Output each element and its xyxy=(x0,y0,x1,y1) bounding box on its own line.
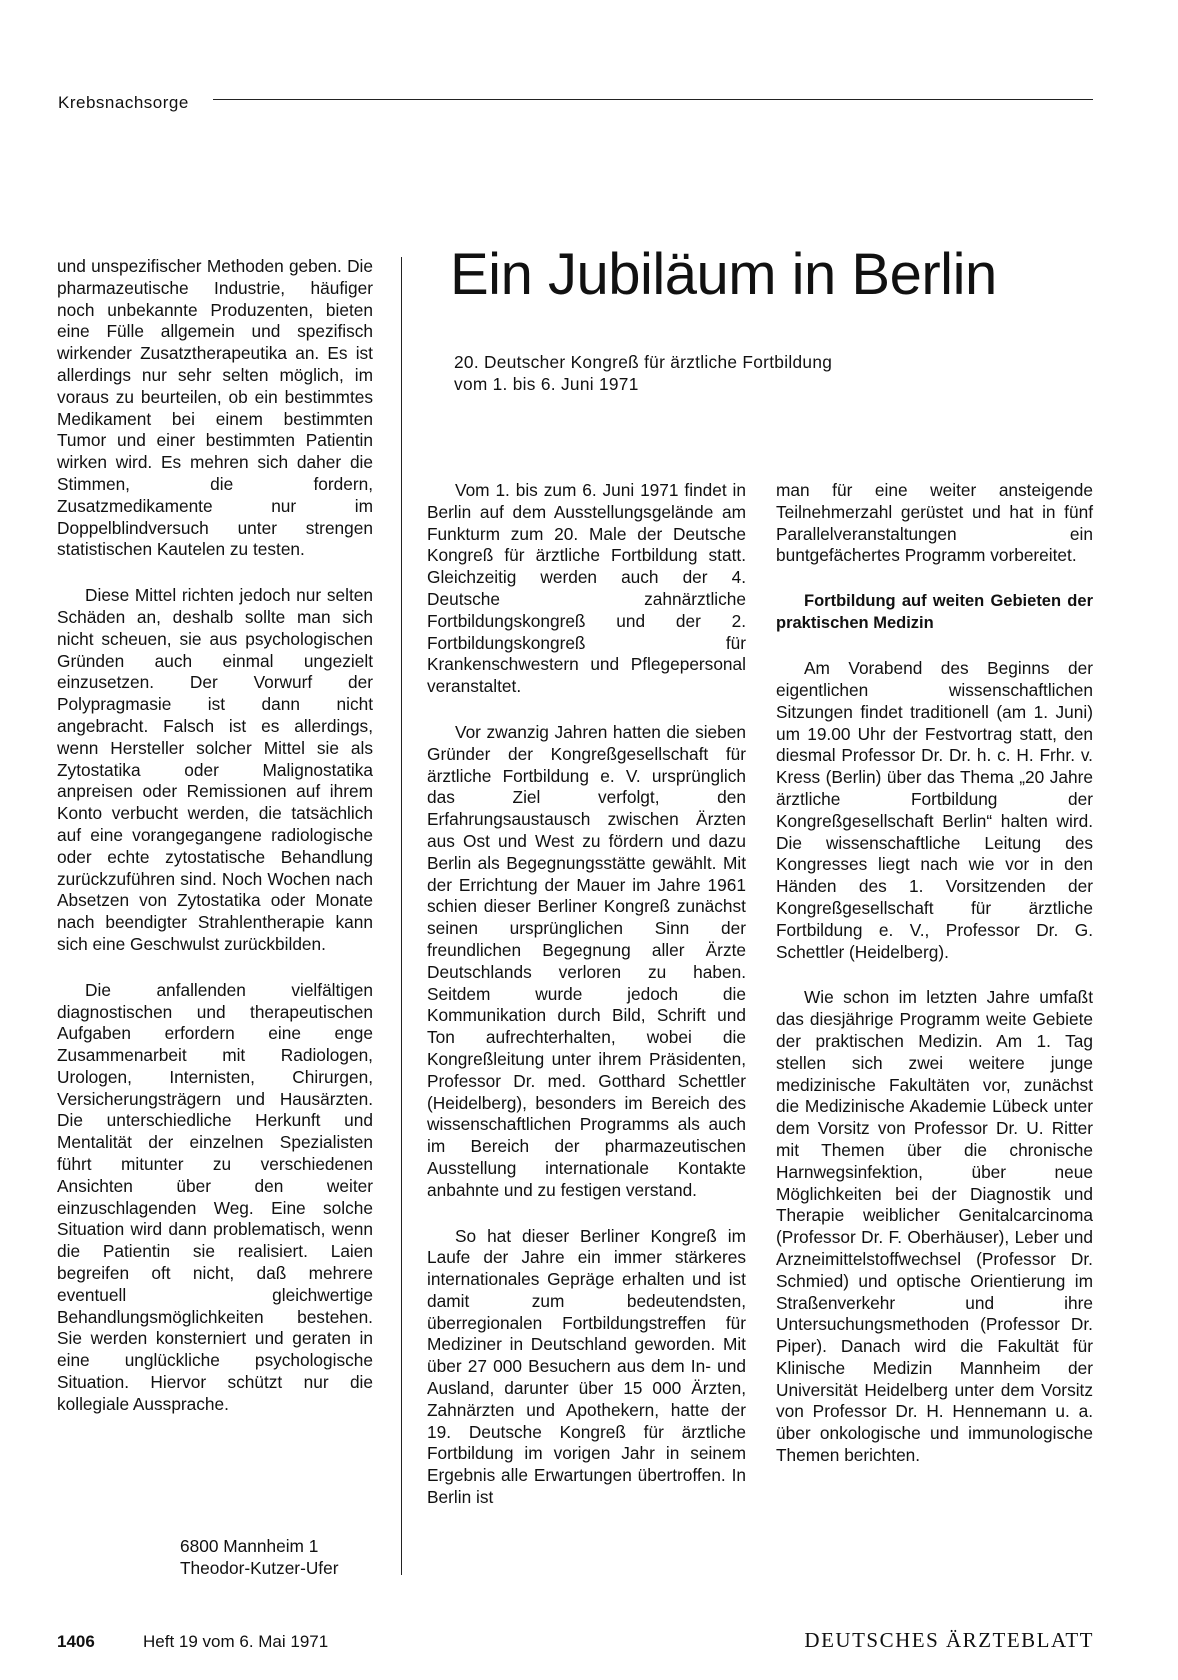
page-number: 1406 xyxy=(57,1632,95,1651)
issue-info: Heft 19 vom 6. Mai 1971 xyxy=(143,1632,329,1651)
middle-paragraph-2: Vor zwanzig Jahren hatten die sieben Gründer der Kongreßgesellschaft für ärztliche Fortbildung e. V. ursprünglich das Ziel verfolgt, den Erfahrungsaustausch zwischen Ärzten aus Ost und West zu fördern und dazu Berlin als Begegnungsstätte gewählt. Mit der Errichtung der Mauer im Jahre 1961 schien dieser Berliner Kongreß zunächst seinen ursprünglichen Sinn der freundlichen Begegnung aller Ärzte Deutschlands verloren zu haben. Seitdem wurde jedoch die Kommunikation durch Bild, Schrift und Ton aufrechterhalten, wobei die Kongreßleitung unter ihrem Präsidenten, Professor Dr. med. Gotthard Schettler (Heidelberg), besonders im Bereich des wissenschaftlichen Programms als auch im Bereich der pharmazeutischen Ausstellung internationale Kontakte anbahnte und zu festigen verstand. xyxy=(427,721,746,1200)
address-line-1: 6800 Mannheim 1 xyxy=(180,1536,319,1556)
article-subtitle xyxy=(454,351,832,395)
column-divider xyxy=(401,257,402,1575)
subtitle-line-1: 20. Deutscher Kongreß für ärztliche Fortbildung xyxy=(454,352,833,372)
address-line-2: Theodor-Kutzer-Ufer xyxy=(180,1558,339,1578)
middle-paragraph-1: Vom 1. bis zum 6. Juni 1971 findet in Berlin auf dem Ausstellungsgelände am Funkturm zum 20. Male der Deutsche Kongreß für ärztliche Fortbildung statt. Gleichzeitig werden auch der 4. Deutsche zahnärztliche Fortbildungskongreß und der 2. Fortbildungskongreß für Krankenschwestern und Pflegepersonal veranstaltet. xyxy=(427,480,746,697)
right-paragraph-1: Am Vorabend des Beginns der eigentlichen wissenschaftlichen Sitzungen findet traditionell (am 1. Juni) um 19.00 Uhr der Festvortrag statt, den diesmal Professor Dr. Dr. h. c. H. Frhr. v. Kress (Berlin) über das Thema „20 Jahre ärztliche Fortbildung der Kongreßgesellschaft Berlin“ halten wird. Die wissenschaftliche Leitung des Kongresses liegt nach wie vor in den Händen des 1. Vorsitzenden der Kongreßgesellschaft für ärztliche Fortbildung e. V., Professor Dr. G. Schettler (Heidelberg). xyxy=(776,658,1093,962)
journal-name: DEUTSCHES ÄRZTEBLATT xyxy=(804,1628,1094,1652)
subtitle-line-2: vom 1. bis 6. Juni 1971 xyxy=(454,374,639,394)
left-paragraph-1: und unspezifischer Methoden geben. Die pharmazeutische Industrie, häufiger noch unbekannte Produzenten, bieten eine Fülle allgemein und spezifisch wirkender Zusatztherapeutika an. Es ist allerdings nur sehr selten möglich, im voraus zu beurteilen, ob ein bestimmtes Medikament bei einem bestimmten Tumor und einer bestimmten Patientin wirken wird. Es mehren sich daher die Stimmen, die fordern, Zusatzmedikamente nur im Doppelblindversuch unter strengen statistischen Kautelen zu testen. xyxy=(57,256,373,560)
left-column xyxy=(57,256,373,1440)
left-paragraph-2: Diese Mittel richten jedoch nur selten Schäden an, deshalb sollte man sich nicht scheuen, sie aus psychologischen Gründen auch einmal ungezielt einzusetzen. Der Vorwurf der Polypragmasie ist dann nicht angebracht. Falsch ist es allerdings, wenn Hersteller solcher Mittel sie als Zytostatika oder Malignostatika anpreisen oder Remissionen auf ihrem Konto verbucht werden, die tatsächlich auf eine vorangegangene radiologische oder echte zytostatische Behandlung zurückzuführen sind. Noch Wochen nach Absetzen von Zytostatika oder Monate nach beendigter Strahlentherapie kann sich eine Geschwulst zurückbilden. xyxy=(57,585,373,954)
author-address xyxy=(180,1535,338,1579)
right-paragraph-2: Wie schon im letzten Jahre umfaßt das diesjährige Programm weite Gebiete der praktischen Medizin. Am 1. Tag stellen sich zwei weitere junge medizinische Fakultäten vor, zunächst die Medizinische Akademie Lübeck unter dem Vorsitz von Professor Dr. U. Ritter mit Themen über die chronische Harnwegsinfektion, über neue Möglichkeiten bei der Diagnostik und Therapie weiblicher Genitalcarcinoma (Professor Dr. F. Oberhäuser), Leber und Arzneimittelstoffwechsel (Professor Dr. Schmied) und optische Orientierung im Straßenverkehr und ihre Untersuchungsmethoden (Professor Dr. Piper). Danach wird die Fakultät für Klinische Medizin Mannheim der Universität Heidelberg unter dem Vorsitz von Professor Dr. H. Hennemann u. a. über onkologische und immunologische Themen berichten. xyxy=(776,987,1093,1466)
section-label: Krebsnachsorge xyxy=(58,93,189,112)
right-lead-paragraph: man für eine weiter ansteigende Teilnehmerzahl gerüstet und hat in fünf Parallelveranstaltungen ein buntgefächertes Programm vorbereitet. xyxy=(776,480,1093,566)
middle-column xyxy=(427,480,746,1533)
left-paragraph-3: Die anfallenden vielfältigen diagnostischen und therapeutischen Aufgaben erfordern eine enge Zusammenarbeit mit Radiologen, Urologen, Internisten, Chirurgen, Versicherungsträgern und Hausärzten. Die unterschiedliche Herkunft und Mentalität der einzelnen Spezialisten führt mitunter zu verschiedenen Ansichten über den weiter einzuschlagenden Weg. Eine solche Situation wird dann problematisch, wenn die Patientin sie realisiert. Laien begreifen oft nicht, daß mehrere eventuell gleichwertige Behandlungsmöglichkeiten bestehen. Sie werden konsterniert und geraten in eine unglückliche psychologische Situation. Hiervor schützt nur die kollegiale Aussprache. xyxy=(57,979,373,1414)
middle-paragraph-3: So hat dieser Berliner Kongreß im Laufe der Jahre ein immer stärkeres internationales Gepräge erhalten und ist damit zum bedeutendsten, überregionalen Fortbildungstreffen für Mediziner in Deutschland geworden. Mit über 27 000 Besuchern aus dem In- und Ausland, darunter über 15 000 Ärzten, Zahnärzten und Apothekern, hatte der 19. Deutsche Kongreß für ärztliche Fortbildung im vorigen Jahr in seinem Ergebnis alle Erwartungen übertroffen. In Berlin ist xyxy=(427,1225,746,1508)
article-title: Ein Jubiläum in Berlin xyxy=(450,242,997,307)
section-subheading: Fortbildung auf weiten Gebieten der praktischen Medizin xyxy=(776,592,1093,632)
right-column xyxy=(776,480,1093,1491)
header-rule xyxy=(213,99,1093,100)
